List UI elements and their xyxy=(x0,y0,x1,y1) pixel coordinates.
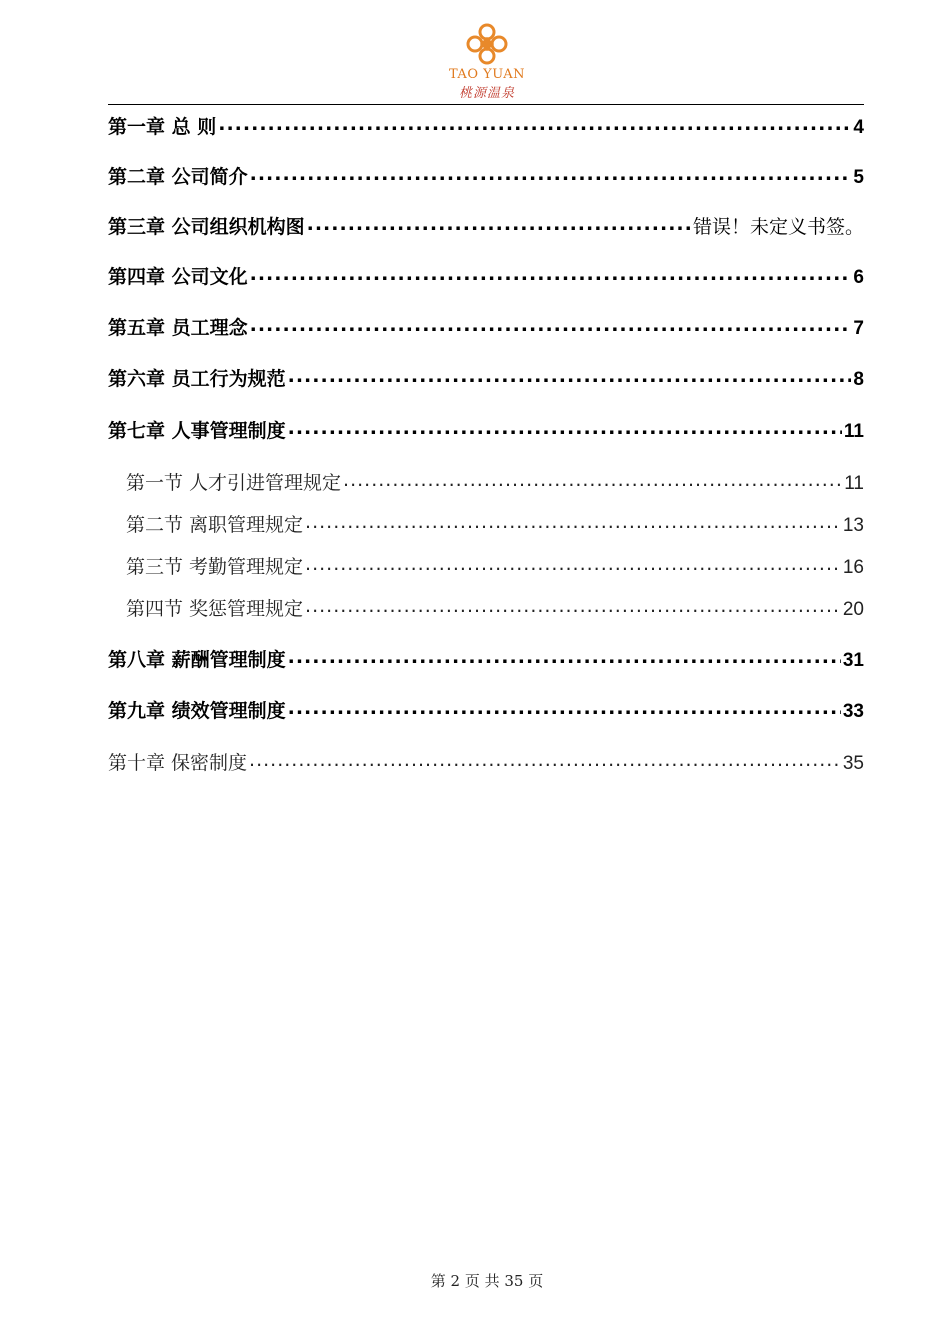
toc-subentry-title: 第二节 离职管理规定 xyxy=(126,514,304,536)
header-divider xyxy=(108,104,864,105)
toc-entry-page: 33 xyxy=(842,701,864,722)
toc-entry-page: 4 xyxy=(853,117,864,138)
toc-entry-title: 第二章 公司简介 xyxy=(108,166,248,188)
page-footer: 第 2 页 共 35 页 xyxy=(430,1272,544,1290)
toc-entry-page: 31 xyxy=(842,650,864,671)
toc-entry-page: 8 xyxy=(853,369,864,390)
toc-entry-page: 35 xyxy=(842,753,864,774)
toc-dot-leader xyxy=(305,596,841,615)
toc-subentry-page: 11 xyxy=(844,473,864,494)
toc-subentry[interactable] xyxy=(126,510,864,537)
toc-entry-title: 第五章 员工理念 xyxy=(108,317,248,339)
toc-entry[interactable] xyxy=(108,364,864,391)
toc-subentry-page: 13 xyxy=(842,515,864,536)
toc-entry-page: 5 xyxy=(853,167,864,188)
toc-entry-page: 7 xyxy=(853,318,864,339)
toc-subentry[interactable] xyxy=(126,552,864,579)
toc-dot-leader xyxy=(288,698,841,717)
toc-entry-title: 第四章 公司文化 xyxy=(108,266,248,288)
toc-entry[interactable] xyxy=(108,748,864,775)
toc-dot-leader xyxy=(288,418,842,437)
brand-name-en: TAO YUAN xyxy=(448,67,526,82)
toc-dot-leader xyxy=(250,264,852,283)
toc-dot-leader xyxy=(288,647,841,666)
toc-subentry-page: 20 xyxy=(842,599,864,620)
toc-subentry-title: 第四节 奖惩管理规定 xyxy=(126,598,304,620)
toc-entry[interactable] xyxy=(108,696,864,723)
toc-subentry-title: 第三节 考勤管理规定 xyxy=(126,556,304,578)
toc-entry-title: 第十章 保密制度 xyxy=(108,752,248,774)
toc-subentry-title: 第一节 人才引进管理规定 xyxy=(126,472,342,494)
page-header xyxy=(0,22,950,104)
toc-entry-page: 6 xyxy=(853,267,864,288)
toc-entry[interactable] xyxy=(108,262,864,289)
toc-dot-leader xyxy=(250,315,852,334)
toc-entry-title: 第八章 薪酬管理制度 xyxy=(108,649,286,671)
toc-dot-leader xyxy=(343,470,842,489)
brand-name-zh: 桃源温泉 xyxy=(458,86,515,101)
toc-subentry[interactable] xyxy=(126,468,864,495)
toc-dot-leader xyxy=(305,554,841,573)
toc-dot-leader xyxy=(288,366,852,385)
toc-entry[interactable] xyxy=(108,416,864,443)
toc-dot-leader xyxy=(305,512,841,531)
toc-entry-title: 第一章 总 则 xyxy=(108,116,217,138)
toc-entry-title: 第九章 绩效管理制度 xyxy=(108,700,286,722)
toc-entry[interactable] xyxy=(108,162,864,189)
toc-dot-leader xyxy=(249,750,841,769)
toc-entry-title: 第三章 公司组织机构图 xyxy=(108,216,305,238)
toc-entry-page-error: 错误！未定义书签。 xyxy=(692,216,864,238)
toc-subentry-page: 16 xyxy=(842,557,864,578)
toc-entry[interactable] xyxy=(108,645,864,672)
toc-entry[interactable] xyxy=(108,212,864,239)
toc-entry[interactable] xyxy=(108,112,864,139)
toc-entry[interactable] xyxy=(108,313,864,340)
toc-dot-leader xyxy=(218,114,851,133)
toc-entry-page: 11 xyxy=(843,421,864,442)
taoyuan-logo-icon xyxy=(465,22,509,66)
toc-dot-leader xyxy=(307,214,691,233)
toc-subentry[interactable] xyxy=(126,594,864,621)
toc-entry-title: 第七章 人事管理制度 xyxy=(108,420,286,442)
toc-dot-leader xyxy=(250,164,852,183)
toc-entry-title: 第六章 员工行为规范 xyxy=(108,368,286,390)
